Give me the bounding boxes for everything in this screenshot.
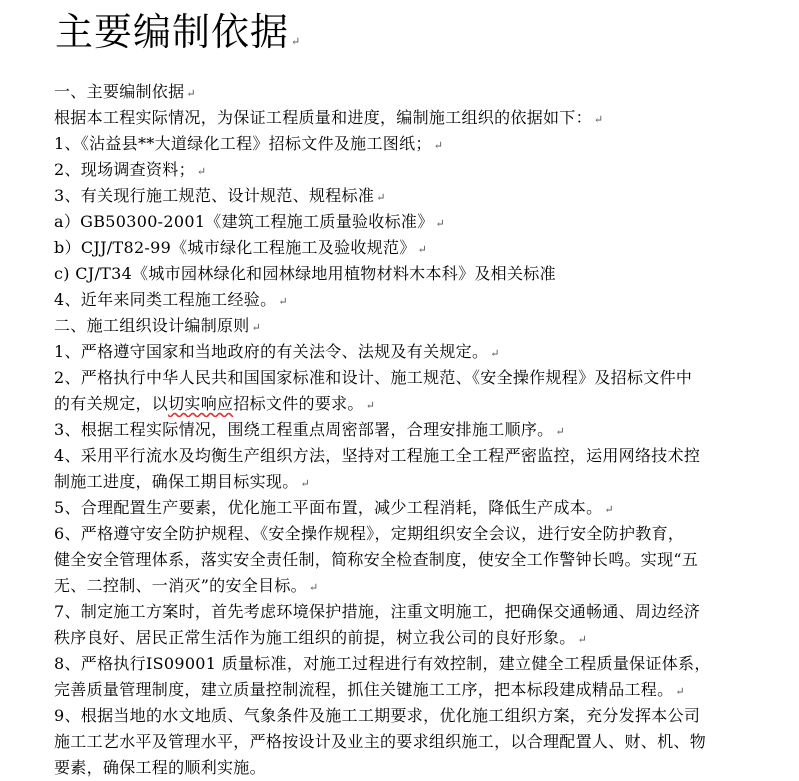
text-line-content: 2、严格执行中华人民共和国国家标准和设计、施工规范、《安全操作规程》及招标文件中: [54, 368, 693, 387]
paragraph-mark-icon: ↵: [186, 87, 196, 100]
text-line-content: 8、严格执行IS09001 质量标准，对施工过程进行有效控制，建立健全工程质量保证体系，: [54, 654, 711, 673]
spellcheck-underline: 切实响应: [168, 394, 234, 413]
paragraph-mark-icon: ↵: [417, 243, 428, 256]
text-line: [54, 417, 754, 443]
paragraph-mark-icon: ↵: [365, 399, 376, 412]
text-line: [54, 495, 754, 521]
text-line: [54, 703, 754, 729]
paragraph-mark-icon: ↵: [300, 477, 311, 490]
paragraph-mark-icon: ↵: [490, 347, 500, 360]
document-body: [54, 79, 754, 781]
text-line: [54, 365, 754, 391]
text-line-content: 的有关规定，以切实响应招标文件的要求。: [54, 394, 364, 413]
text-line: [54, 443, 754, 469]
paragraph-mark-icon: ↵: [593, 113, 604, 126]
text-line-content: 一、主要编制依据: [54, 82, 185, 101]
text-line-content: 无、二控制、一消灭”的安全目标。: [54, 576, 307, 595]
text-line-content: c) CJ/T34《城市园林绿化和园林绿地用植物材料木本科》及相关标准: [54, 264, 556, 283]
paragraph-mark-icon: ↵: [308, 581, 319, 594]
text-line-content: 根据本工程实际情况，为保证工程质量和进度，编制施工组织的依据如下：: [54, 108, 592, 127]
paragraph-mark-icon: ↵: [278, 295, 288, 308]
text-line: [54, 625, 754, 651]
text-line-content: 2、现场调查资料；: [54, 160, 195, 179]
text-line-content: 1、《沾益县**大道绿化工程》招标文件及施工图纸；: [54, 134, 432, 153]
text-line-content: 二、施工组织设计编制原则: [54, 316, 250, 335]
text-line: [54, 651, 754, 677]
paragraph-mark-icon: ↵: [291, 35, 302, 48]
text-line: [54, 79, 754, 105]
text-line-content: 要素，确保工程的顺利实施。: [54, 758, 266, 777]
text-line: [54, 313, 754, 339]
document-title: [55, 4, 301, 70]
paragraph-mark-icon: ↵: [675, 685, 685, 698]
text-line-content: 施工工艺水平及管理水平，严格按设计及业主的要求组织施工，以合理配置人、财、机、物: [54, 732, 707, 751]
text-line-content: b）CJJ/T82-99《城市绿化工程施工及验收规范》: [54, 238, 416, 257]
text-line-content: 制施工进度，确保工期目标实现。: [54, 472, 299, 491]
paragraph-mark-icon: ↵: [555, 425, 566, 438]
text-line: [54, 235, 754, 261]
text-line: [54, 755, 754, 781]
text-line-content: 7、制定施工方案时，首先考虑环境保护措施，注重文明施工，把确保交通畅通、周边经济: [54, 602, 701, 621]
paragraph-mark-icon: ↵: [251, 321, 262, 334]
text-line-content: 4、采用平行流水及均衡生产组织方法，坚持对工程施工全工程严密监控，运用网络技术控: [54, 446, 701, 465]
text-line: [54, 287, 754, 313]
text-line: [54, 131, 754, 157]
text-line: [54, 183, 754, 209]
text-line-content: 秩序良好、居民正常生活作为施工组织的前提，树立我公司的良好形象。: [54, 628, 576, 647]
text-line-content: 6、严格遵守安全防护规程、《安全操作规程》，定期组织安全会议，进行安全防护教育，: [54, 524, 685, 543]
text-line-content: 4、近年来同类工程施工经验。: [54, 290, 277, 309]
text-line: [54, 469, 754, 495]
text-line-content: 健全安全管理体系，落实安全责任制，简称安全检查制度，使安全工作警钟长鸣。实现“五: [54, 550, 699, 569]
document-title-text: 主要编制依据: [55, 10, 290, 54]
text-line-content: 3、根据工程实际情况，围绕工程重点周密部署，合理安排施工顺序。: [54, 420, 554, 439]
text-line: [54, 209, 754, 235]
text-line: [54, 677, 754, 703]
paragraph-mark-icon: ↵: [435, 217, 446, 230]
text-line: [54, 339, 754, 365]
text-line-content: 9、根据当地的水文地质、气象条件及施工工期要求，优化施工组织方案，充分发挥本公司: [54, 706, 701, 725]
paragraph-mark-icon: ↵: [376, 191, 386, 204]
text-line: [54, 157, 754, 183]
text-line: [54, 521, 754, 547]
text-line: [54, 391, 754, 417]
text-line-content: a）GB50300-2001《建筑工程施工质量验收标准》: [54, 212, 434, 231]
text-line: [54, 573, 754, 599]
paragraph-mark-icon: ↵: [433, 139, 444, 152]
text-line-content: 3、有关现行施工规范、设计规范、规程标准: [54, 186, 375, 205]
text-line-content: 1、严格遵守国家和当地政府的有关法令、法规及有关规定。: [54, 342, 489, 361]
text-line-content: 完善质量管理制度，建立质量控制流程，抓住关键施工工序，把本标段建成精品工程。: [54, 680, 674, 699]
text-line: [54, 547, 754, 573]
text-line: [54, 261, 754, 287]
paragraph-mark-icon: ↵: [577, 633, 588, 646]
text-line: [54, 599, 754, 625]
paragraph-mark-icon: ↵: [604, 503, 614, 516]
text-line: [54, 105, 754, 131]
text-line-content: 5、合理配置生产要素，优化施工平面布置，减少工程消耗，降低生产成本。: [54, 498, 603, 517]
text-line: [54, 729, 754, 755]
paragraph-mark-icon: ↵: [196, 165, 207, 178]
